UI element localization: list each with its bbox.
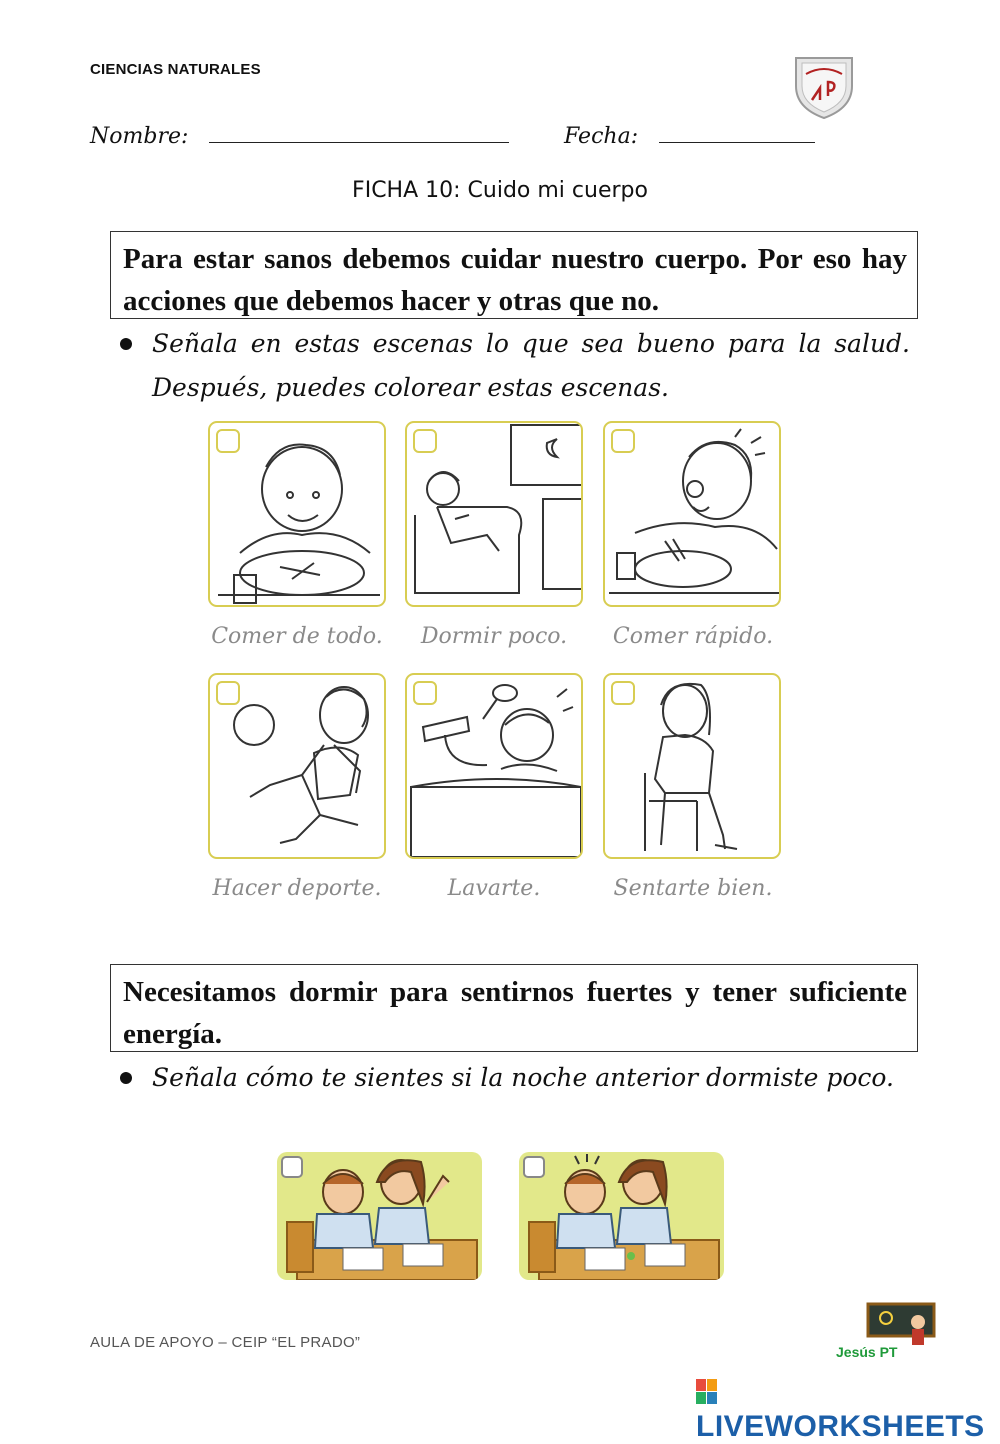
scene-card-sport <box>208 673 386 859</box>
statement-box-2: Necesitamos dormir para sentirnos fuertes y tener suficiente energía. <box>110 964 918 1052</box>
checkbox[interactable] <box>216 681 240 705</box>
alert-boy-at-desk-icon <box>519 1152 724 1280</box>
name-label: Nombre: <box>90 124 189 149</box>
caption-card-2: Dormir poco. <box>420 624 568 649</box>
scene-card-wash <box>405 673 583 859</box>
statement-box-1: Para estar sanos debemos cuidar nuestro cuerpo. Por eso hay acciones que debemos hacer y otras que no. <box>110 231 918 319</box>
checkbox[interactable] <box>611 681 635 705</box>
date-input-line[interactable] <box>659 124 815 143</box>
checkbox[interactable] <box>413 429 437 453</box>
checkbox[interactable] <box>216 429 240 453</box>
school-crest-icon <box>790 52 858 122</box>
caption-card-3: Comer rápido. <box>612 624 774 649</box>
date-label: Fecha: <box>564 124 639 149</box>
tired-boy-at-desk-icon <box>277 1152 482 1280</box>
caption-card-6: Sentarte bien. <box>613 876 773 901</box>
checkbox[interactable] <box>413 681 437 705</box>
caption-card-4: Hacer deporte. <box>212 876 382 901</box>
checkbox[interactable] <box>523 1156 545 1178</box>
caption-card-1: Comer de todo. <box>211 624 383 649</box>
instruction-2 <box>120 1056 910 1100</box>
checkbox[interactable] <box>281 1156 303 1178</box>
teacher-blackboard-icon <box>866 1302 936 1346</box>
name-input-line[interactable] <box>209 124 509 143</box>
classroom-scene-alert <box>519 1152 724 1280</box>
scene-card-sit-well <box>603 673 781 859</box>
bullet-icon <box>120 338 132 350</box>
caption-card-5: Lavarte. <box>447 876 541 901</box>
subject-title: CIENCIAS NATURALES <box>90 61 261 78</box>
instruction-1-text: Señala en estas escenas lo que sea bueno para la salud. Después, puedes colorear estas escenas. <box>152 329 910 402</box>
liveworksheets-logo[interactable] <box>696 1376 1000 1444</box>
page-title: FICHA 10: Cuido mi cuerpo <box>352 178 648 203</box>
instruction-1 <box>120 322 910 410</box>
instruction-2-text: Señala cómo te sientes si la noche anterior dormiste poco. <box>152 1063 894 1092</box>
liveworksheets-badge-icon <box>696 1379 718 1405</box>
scene-card-sleep-little <box>405 421 583 607</box>
author-name: Jesús PT <box>836 1344 898 1360</box>
checkbox[interactable] <box>611 429 635 453</box>
liveworksheets-text: LIVEWORKSHEETS <box>696 1410 985 1443</box>
school-footer: AULA DE APOYO – CEIP “EL PRADO” <box>90 1334 361 1351</box>
scene-card-eat-fast <box>603 421 781 607</box>
bullet-icon <box>120 1072 132 1084</box>
scene-card-eat-everything <box>208 421 386 607</box>
name-field <box>90 124 509 149</box>
date-field <box>564 124 815 149</box>
classroom-scene-tired <box>277 1152 482 1280</box>
